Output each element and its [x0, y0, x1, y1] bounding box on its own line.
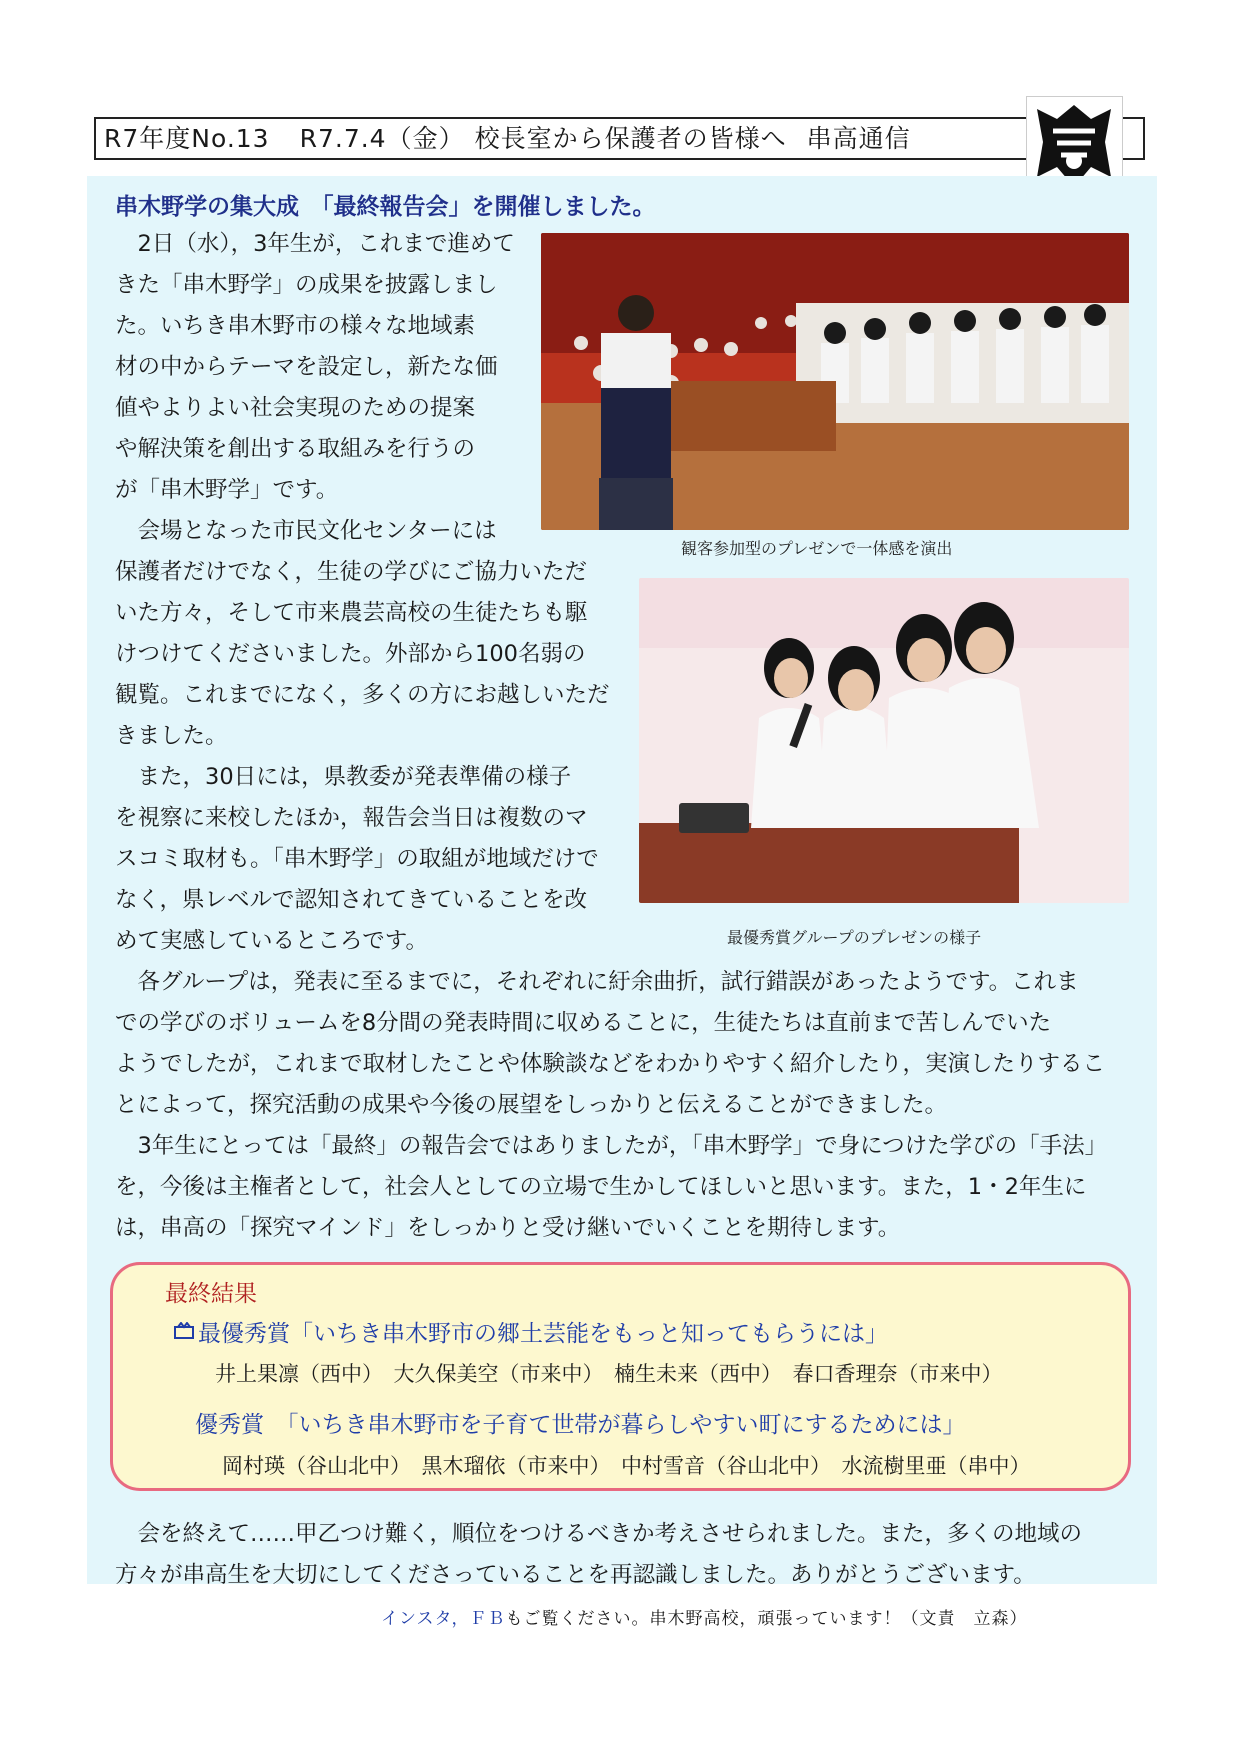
body-line: が「串木野学」です。: [115, 477, 339, 503]
prize-members: 岡村瑛（谷山北中） 黒木瑠依（市来中） 中村雪音（谷山北中） 水流樹里亜（串中）: [222, 1454, 1031, 1478]
closing-line: 方々が串高生を大切にしてくださっていることを再認識しました。ありがとうございます。: [115, 1562, 1036, 1588]
body-line: きました。: [115, 723, 228, 749]
sns-mention: インスタ，ＦＢ: [381, 1609, 506, 1629]
prize-title: 優秀賞 「いちき串木野市を子育て世帯が暮らしやすい町にするためには」: [195, 1412, 966, 1438]
trophy-icon: [174, 1322, 194, 1340]
body-line: た。いちき串木野市の様々な地域素: [115, 313, 476, 339]
issue-date: R7.7.4（金）: [299, 124, 465, 153]
body-line: を視察に来校したほか，報告会当日は複数のマ: [115, 805, 588, 831]
body-line: は，串高の「探究マインド」をしっかりと受け継いでいくことを期待します。: [115, 1215, 901, 1241]
issue-number: R7年度No.13: [104, 124, 270, 153]
body-line: 材の中からテーマを設定し，新たな価: [115, 354, 498, 380]
newsletter-header: [94, 117, 1145, 160]
body-line: とによって，探究活動の成果や今後の展望をしっかりと伝えることができました。: [115, 1092, 948, 1118]
body-line: 値やよりよい社会実現のための提案: [115, 395, 476, 421]
body-line: スコミ取材も。「串木野学」の取組が地域だけで: [115, 846, 599, 872]
footer-rest: もご覧ください。串木野高校，頑張っています！（文責 立森）: [505, 1609, 1028, 1629]
body-line: けつけてくださいました。外部から100名弱の: [115, 641, 586, 667]
body-line: 2日（水），3年生が，これまで進めて: [115, 231, 515, 257]
photo1-caption: 観客参加型のプレゼンで一体感を演出: [681, 539, 953, 558]
auditorium-photo: [541, 233, 1129, 530]
body-line: ようでしたが，これまで取材したことや体験談などをわかりやすく紹介したり，実演したりするこ: [115, 1051, 1106, 1077]
body-line: 会場となった市民文化センターには: [115, 518, 497, 544]
closing-line: 会を終えて……甲乙つけ難く，順位をつけるべきか考えさせられました。また，多くの地域の: [115, 1521, 1083, 1547]
body-line: また，30日には，県教委が発表準備の様子: [115, 764, 572, 790]
grand-prize-title: 最優秀賞「いちき串木野市の郷土芸能をもっと知ってもらうには」: [198, 1321, 888, 1347]
body-line: 3年生にとっては「最終」の報告会ではありましたが，「串木野学」で身につけた学びの「手法」: [115, 1133, 1108, 1159]
body-line: での学びのボリュームを8分間の発表時間に収めることに，生徒たちは直前まで苦しんでいた: [115, 1010, 1052, 1036]
body-line: 観覧。これまでになく，多くの方にお越しいただ: [115, 682, 610, 708]
award-group-photo: [639, 578, 1129, 903]
results-heading: 最終結果: [165, 1281, 257, 1307]
body-line: 各グループは，発表に至るまでに，それぞれに紆余曲折，試行錯誤があったようです。これま: [115, 969, 1079, 995]
body-line: いた方々，そして市来農芸高校の生徒たちも駆: [115, 600, 588, 626]
grand-prize-members: 井上果凛（西中） 大久保美空（市来中） 楠生未来（西中） 春口香理奈（市来中）: [215, 1362, 1003, 1386]
body-line: を，今後は主権者として，社会人としての立場で生かしてほしいと思います。また，1・2年生に: [115, 1174, 1087, 1200]
body-line: きた「串木野学」の成果を披露しまし: [115, 272, 498, 298]
photo2-caption: 最優秀賞グループのプレゼンの様子: [727, 928, 982, 947]
newsletter-name: 串高通信: [806, 124, 911, 153]
body-line: 保護者だけでなく，生徒の学びにご協力いただ: [115, 559, 588, 585]
body-line: なく，県レベルで認知されてきていることを改: [115, 887, 588, 913]
footer-note: [381, 1604, 1027, 1629]
body-line: や解決策を創出する取組みを行うの: [115, 436, 476, 462]
header-from: 校長室から保護者の皆様へ: [474, 124, 787, 153]
article-title: 串木野学の集大成 「最終報告会」を開催しました。: [115, 194, 656, 220]
body-line: めて実感しているところです。: [115, 928, 428, 954]
